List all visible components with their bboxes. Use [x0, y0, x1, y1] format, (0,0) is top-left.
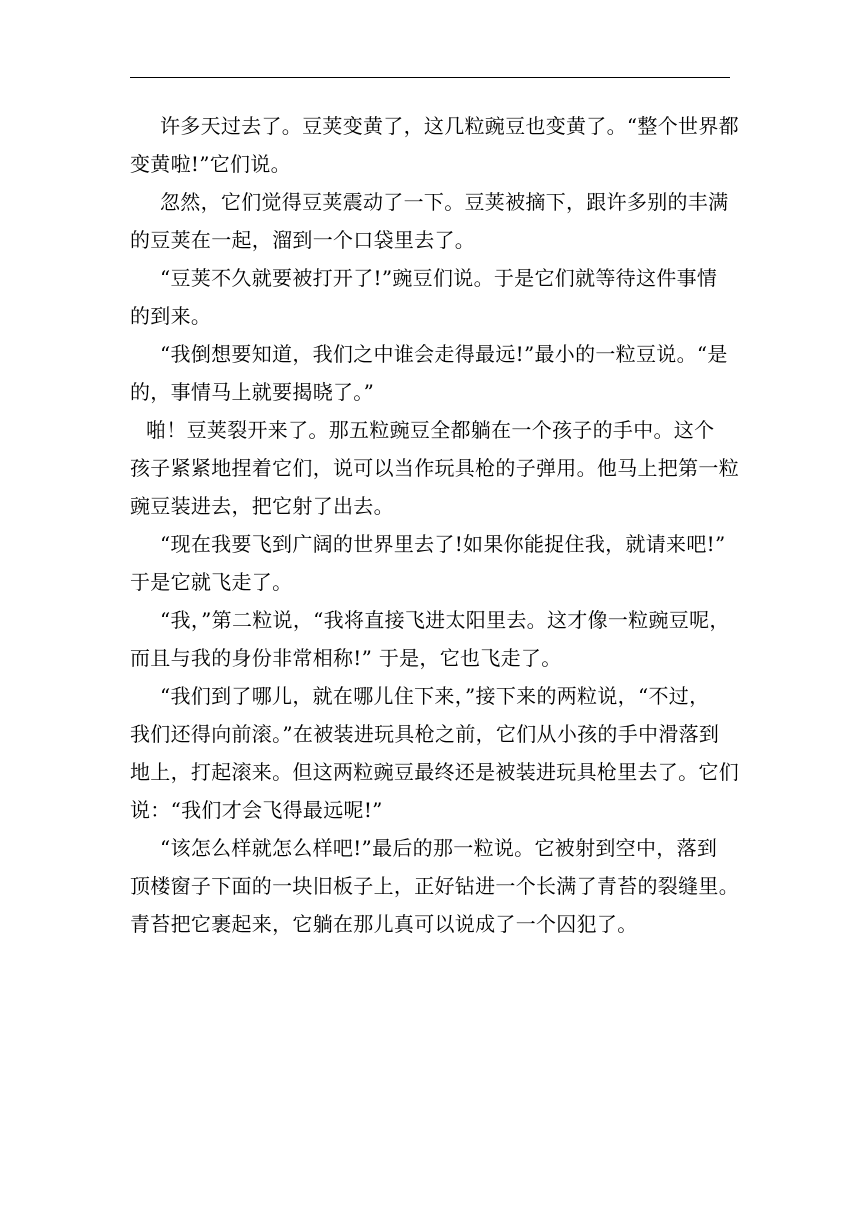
text-line: 孩子紧紧地捏着它们，说可以当作玩具枪的子弹用。他马上把第一粒: [130, 456, 739, 480]
paragraph: [130, 107, 739, 183]
text-line: 地上，打起滚来。但这两粒豌豆最终还是被装进玩具枪里去了。它们: [130, 760, 739, 784]
text-line: 忽然，它们觉得豆荚震动了一下。豆荚被摘下，跟许多别的丰满: [160, 190, 729, 214]
text-line: 的豆荚在一起，溜到一个口袋里去了。: [130, 228, 476, 252]
text-line: 于是它就飞走了。: [130, 570, 293, 594]
story-body: [130, 107, 739, 943]
paragraph: [130, 259, 730, 335]
text-line: 变黄啦!”它们说。: [130, 152, 291, 176]
text-line: 说：“我们才会飞得最远呢!”: [130, 798, 383, 822]
text-line: 豌豆装进去，把它射了出去。: [130, 494, 394, 518]
text-line: 而且与我的身份非常相称!” 于是，它也飞走了。: [130, 646, 562, 670]
text-line: 的，事情马上就要揭晓了。”: [130, 380, 375, 404]
text-line: “我们到了哪儿，就在哪儿住下来，”接下来的两粒说，“不过，: [160, 684, 710, 708]
paragraph: [130, 601, 730, 677]
text-line: 我们还得向前滚。”在被装进玩具枪之前，它们从小孩的手中滑落到: [130, 722, 720, 746]
text-line: “豆荚不久就要被打开了!”豌豆们说。于是它们就等待这件事情: [160, 266, 718, 290]
text-line: “我，”第二粒说，“我将直接飞进太阳里去。这才像一粒豌豆呢，: [160, 608, 730, 632]
text-line: 青苔把它裹起来，它躺在那儿真可以说成了一个囚犯了。: [130, 912, 638, 936]
paragraph: [130, 183, 730, 259]
paragraph: [130, 525, 730, 601]
text-line: “现在我要飞到广阔的世界里去了!如果你能捉住我，就请来吧!”: [160, 532, 726, 556]
text-line: 啪！豆荚裂开来了。那五粒豌豆全都躺在一个孩子的手中。这个: [146, 418, 715, 442]
text-line: 许多天过去了。豆荚变黄了，这几粒豌豆也变黄了。“整个世界都: [160, 114, 739, 138]
paragraph: [130, 411, 739, 525]
text-line: “我倒想要知道，我们之中谁会走得最远!”最小的一粒豆说。“是: [160, 342, 728, 366]
text-line: “该怎么样就怎么样吧!”最后的那一粒说。它被射到空中，落到: [160, 836, 718, 860]
text-line: 的到来。: [130, 304, 212, 328]
paragraph: [130, 829, 739, 943]
paragraph: [130, 335, 730, 411]
text-line: 顶楼窗子下面的一块旧板子上，正好钻进一个长满了青苔的裂缝里。: [130, 874, 739, 898]
paragraph: [130, 677, 739, 829]
header-rule: [130, 77, 730, 78]
